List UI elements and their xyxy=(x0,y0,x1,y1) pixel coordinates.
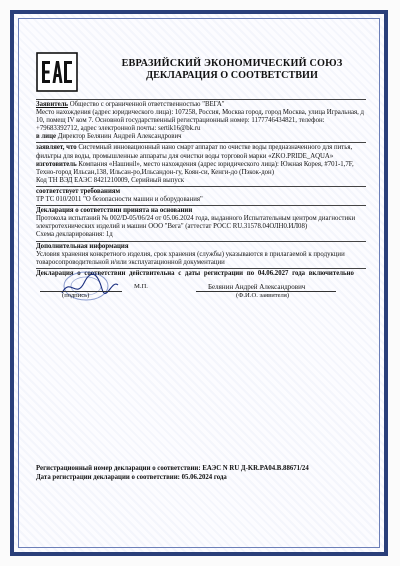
fio-caption: (Ф.И.О. заявителя) xyxy=(236,291,290,299)
registration-date: 05.06.2024 года xyxy=(181,474,227,481)
tn-ved-code: Код ТН ВЭД ЕАЭС 8421210009, Серийный выпуск xyxy=(36,176,185,184)
document-header xyxy=(36,52,366,96)
registration-date-label: Дата регистрации декларации о соответствии: xyxy=(36,474,180,481)
requirements-section xyxy=(36,186,366,204)
title-union: ЕВРАЗИЙСКИЙ ЭКОНОМИЧЕСКИЙ СОЮЗ xyxy=(121,58,343,69)
signature-row xyxy=(36,281,366,303)
registration-number-label: Регистрационный номер декларации о соответствии: xyxy=(36,465,201,472)
scheme-text: Схема декларирования: 1д xyxy=(36,231,113,239)
additional-label: Дополнительная информация xyxy=(36,242,129,250)
person-label: в лице xyxy=(36,133,57,141)
registration-block xyxy=(36,464,366,482)
applicant-name: Общество с ограниченной ответственностью "ВЕГА" xyxy=(69,101,225,108)
additional-section xyxy=(36,241,366,267)
manufacturer-text: Компания «Нашинil», место нахождения (адрес юридического лица): Южная Корея, #701-1,7F, Техно-город Ильсан,138, Ильсан-ро,Ильсандон-гу, Коян-си, Кенги-до (Пэкок-дон) xyxy=(36,160,354,176)
basis-label: Декларация о соответствии принята на основании xyxy=(36,207,193,215)
mp-label: М.П. xyxy=(134,282,148,290)
person-name: Директор Белянин Андрей Александрович xyxy=(57,133,182,141)
requirements-label: соответствует требованиям xyxy=(36,187,121,195)
validity-text: Декларация о соответствии действительна с даты регистрации по xyxy=(36,269,255,277)
basis-text: Протокола испытаний № 002/D-05/06/24 от 05.06.2024 года, выданного Испытательным центром диагностики электротехнических изделий и машин ООО "Вега" (аттестат РОСС RU.31578.04ОЛН0.ИЛ08) xyxy=(36,215,356,231)
registration-number-line xyxy=(36,464,366,473)
applicant-address: Место нахождения (адрес юридического лица): 107258, Россия, Москва город, город Москва, улица Игральная, д 10, помещ IV ком 7. Основной государственный регистрационный номер: 1177746434821, телефон: +79683392712, адрес электронной почты: sertik16@bk.ru xyxy=(36,109,364,133)
podpis-caption: (подпись) xyxy=(62,291,90,299)
applicant-label: Заявитель xyxy=(36,101,69,108)
basis-section xyxy=(36,205,366,239)
validity-date: 04.06.2027 xyxy=(257,269,289,277)
title-declaration: ДЕКЛАРАЦИЯ О СООТВЕТСТВИИ xyxy=(146,70,318,81)
manufacturer-label: изготовитель xyxy=(36,160,77,168)
registration-date-line xyxy=(36,473,366,482)
document-title xyxy=(92,58,372,82)
document-body xyxy=(36,98,366,303)
declares-label: заявляет, что xyxy=(36,144,77,152)
requirements-text: ТР ТС 010/2011 "О безопасности машин и оборудования" xyxy=(36,196,203,204)
applicant-section xyxy=(36,99,366,141)
additional-text: Условия хранения конкретного изделия, срок хранения (службы) указываются в прилагаемой к продукции товаросопроводительной и/или эксплуатационной документации xyxy=(36,250,345,266)
declares-section xyxy=(36,142,366,184)
signatory-name: Белянин Андрей Александрович xyxy=(208,282,306,291)
registration-number: ЕАЭС N RU Д-KR.PA04.B.88671/24 xyxy=(202,465,309,472)
validity-suffix: года включительно xyxy=(292,269,354,277)
product-description: Системный инновационный нано смарт аппарат по очистке воды предназначенного для питья, фильтры для воды, промышленные аппараты для очистки воды торговой марки «ZKO.PRIDE_AQUA» xyxy=(36,144,353,160)
eac-logo-icon xyxy=(36,52,78,92)
